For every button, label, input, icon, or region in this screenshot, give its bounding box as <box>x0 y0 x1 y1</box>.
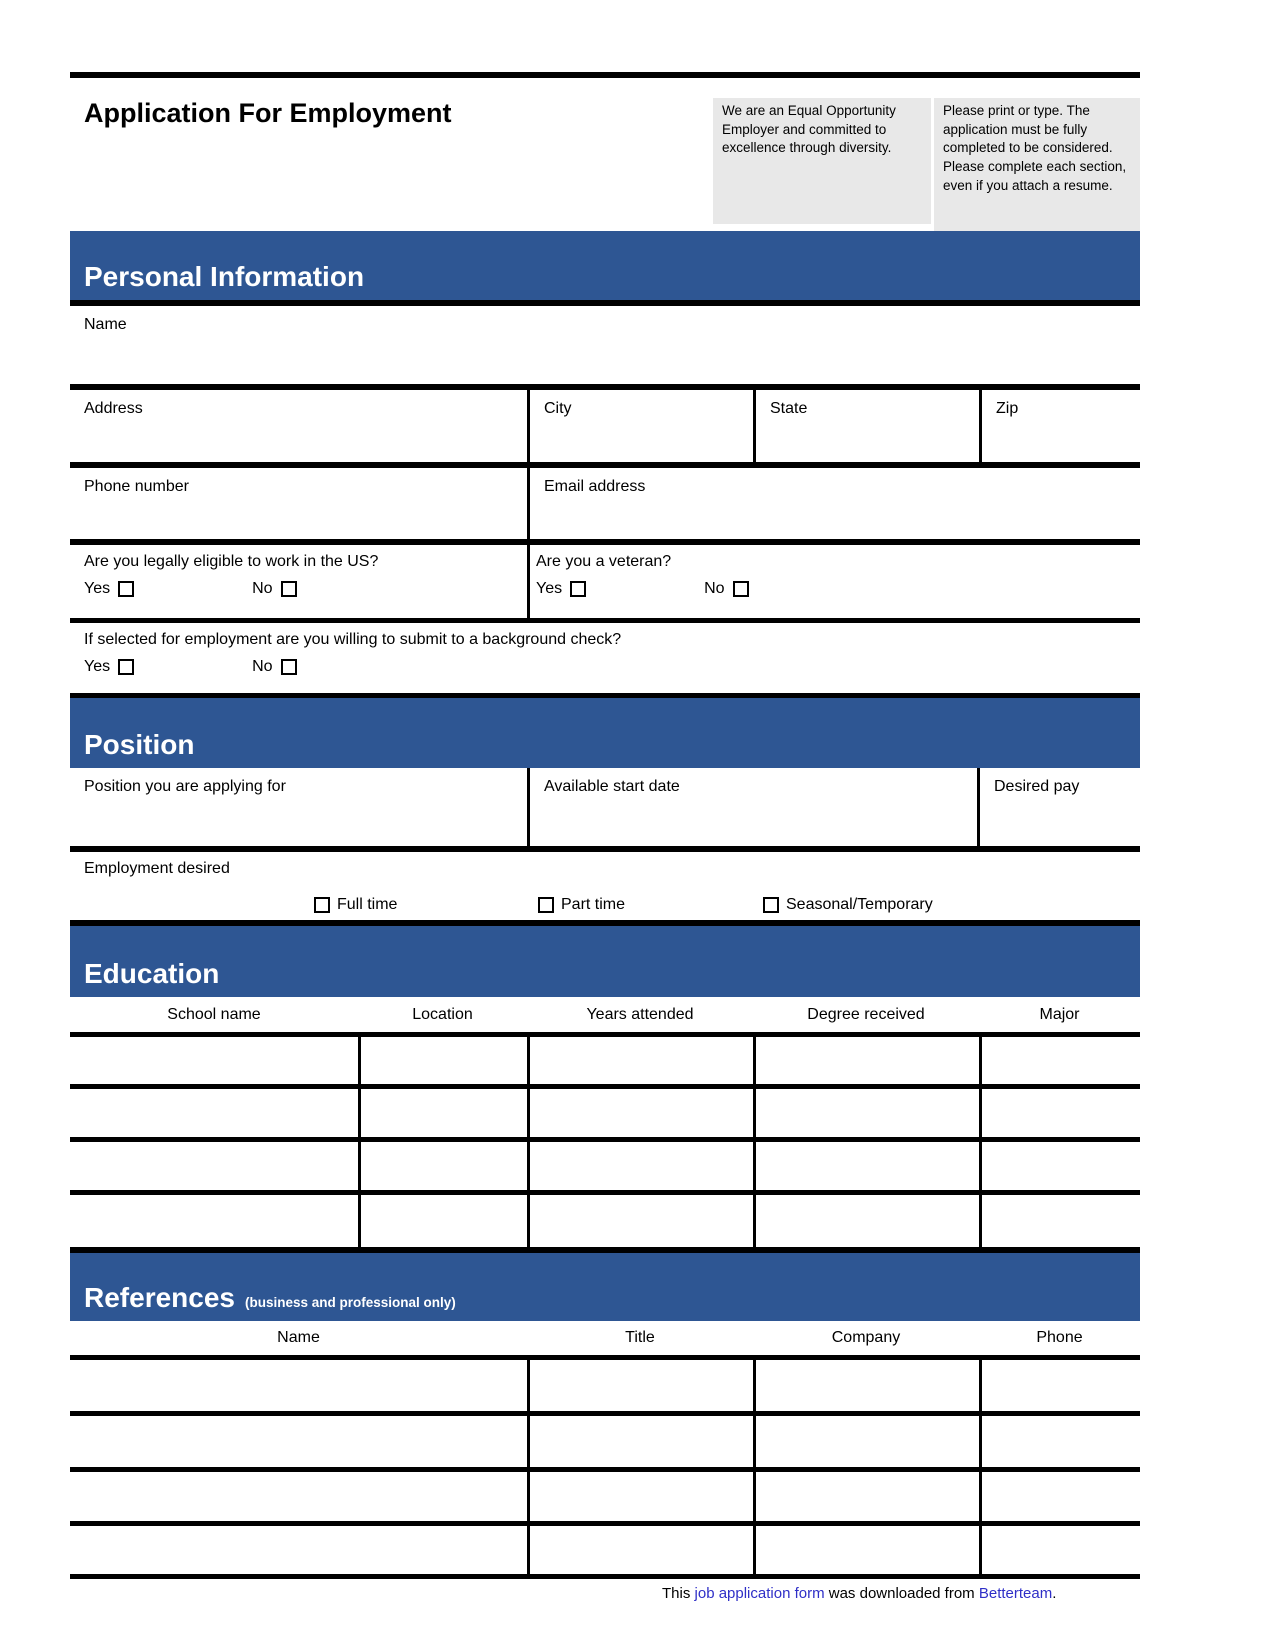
name-field[interactable] <box>70 306 1140 384</box>
reference-cell[interactable] <box>753 1360 979 1411</box>
page-title: Application For Employment <box>84 98 452 128</box>
reference-row <box>70 1472 1140 1526</box>
betterteam-link[interactable]: Betterteam <box>978 1585 1053 1602</box>
address-field[interactable] <box>70 390 527 462</box>
eligible-no-checkbox[interactable] <box>281 581 297 597</box>
section-title: Personal Information <box>84 261 365 292</box>
education-table-header <box>70 997 1140 1032</box>
education-cell[interactable] <box>70 1142 358 1190</box>
veteran-yes-checkbox[interactable] <box>570 581 586 597</box>
yes-label: Yes <box>84 658 111 675</box>
section-header-position <box>70 698 1140 768</box>
eligible-yes-checkbox[interactable] <box>118 581 134 597</box>
reference-cell[interactable] <box>527 1416 753 1467</box>
education-cell[interactable] <box>979 1089 1140 1137</box>
eligible-question-group <box>70 545 527 618</box>
full-time-checkbox[interactable] <box>314 897 330 913</box>
state-label: State <box>770 400 808 417</box>
yes-label: Yes <box>536 580 563 597</box>
references-table-header <box>70 1321 1140 1355</box>
background-yes-checkbox[interactable] <box>118 659 134 675</box>
education-row <box>70 1142 1140 1195</box>
top-divider <box>70 72 1140 78</box>
seasonal-temporary-checkbox[interactable] <box>763 897 779 913</box>
column-header-years-attended: Years attended <box>586 1005 694 1023</box>
part-time-option <box>538 896 625 914</box>
background-yes-no-group <box>84 658 1140 676</box>
education-row <box>70 1195 1140 1247</box>
footer-text: was downloaded from <box>824 1585 979 1602</box>
veteran-question-group <box>527 545 1140 618</box>
city-label: City <box>544 400 572 417</box>
city-field[interactable] <box>527 390 753 462</box>
reference-cell[interactable] <box>753 1472 979 1521</box>
address-label: Address <box>84 400 143 417</box>
education-cell[interactable] <box>358 1195 527 1247</box>
reference-cell[interactable] <box>753 1416 979 1467</box>
full-time-option <box>314 896 397 914</box>
job-application-form-link[interactable]: job application form <box>694 1585 825 1602</box>
education-cell[interactable] <box>70 1089 358 1137</box>
no-label: No <box>252 580 273 597</box>
footer-text: This <box>662 1585 695 1602</box>
reference-row <box>70 1416 1140 1472</box>
section-header-personal-information <box>70 231 1140 300</box>
background-question-group <box>70 623 1140 693</box>
seasonal-temporary-label: Seasonal/Temporary <box>786 896 933 913</box>
education-cell[interactable] <box>358 1037 527 1084</box>
divider <box>70 1574 1140 1579</box>
reference-cell[interactable] <box>979 1526 1140 1574</box>
education-cell[interactable] <box>527 1142 753 1190</box>
veteran-yes-no-group <box>536 580 1140 598</box>
full-time-label: Full time <box>337 896 398 913</box>
education-cell[interactable] <box>527 1195 753 1247</box>
reference-cell[interactable] <box>979 1472 1140 1521</box>
reference-cell[interactable] <box>70 1416 527 1467</box>
section-title: Education <box>84 958 220 989</box>
reference-cell[interactable] <box>979 1416 1140 1467</box>
employment-desired-group <box>70 852 1140 920</box>
section-title: Position <box>84 729 195 760</box>
start-date-field[interactable] <box>527 768 977 846</box>
column-header-location: Location <box>412 1005 473 1023</box>
email-label: Email address <box>544 478 646 495</box>
column-header-degree-received: Degree received <box>807 1005 925 1023</box>
reference-cell[interactable] <box>527 1360 753 1411</box>
position-applying-field[interactable] <box>70 768 527 846</box>
column-header-major: Major <box>1039 1005 1080 1023</box>
part-time-label: Part time <box>561 896 626 913</box>
state-field[interactable] <box>753 390 979 462</box>
footer-attribution <box>662 1585 1056 1602</box>
education-cell[interactable] <box>527 1037 753 1084</box>
reference-cell[interactable] <box>70 1360 527 1411</box>
seasonal-temporary-option <box>763 896 933 914</box>
background-question: If selected for employment are you willing to submit to a background check? <box>84 631 622 648</box>
no-label: No <box>252 658 273 675</box>
section-header-references <box>70 1253 1140 1321</box>
education-cell[interactable] <box>979 1195 1140 1247</box>
footer-text: . <box>1052 1585 1057 1602</box>
section-header-education <box>70 926 1140 997</box>
column-header-school-name: School name <box>167 1005 261 1023</box>
veteran-question: Are you a veteran? <box>536 553 672 570</box>
education-cell[interactable] <box>753 1037 979 1084</box>
reference-cell[interactable] <box>70 1526 527 1574</box>
column-header-company: Company <box>831 1329 901 1346</box>
employment-desired-label: Employment desired <box>84 860 230 877</box>
phone-label: Phone number <box>84 478 189 495</box>
column-header-phone: Phone <box>1036 1329 1083 1346</box>
column-header-name: Name <box>277 1329 320 1346</box>
education-cell[interactable] <box>70 1195 358 1247</box>
yes-label: Yes <box>84 580 111 597</box>
reference-cell[interactable] <box>70 1472 527 1521</box>
reference-cell[interactable] <box>979 1360 1140 1411</box>
education-cell[interactable] <box>753 1142 979 1190</box>
eeo-notice: We are an Equal Opportunity Employer and committed to excellence through diversity. <box>713 98 931 224</box>
email-field[interactable] <box>527 468 1140 539</box>
part-time-checkbox[interactable] <box>538 897 554 913</box>
column-header-title: Title <box>625 1329 655 1346</box>
zip-field[interactable] <box>979 390 1140 462</box>
eligible-question: Are you legally eligible to work in the US? <box>84 553 379 570</box>
education-cell[interactable] <box>358 1089 527 1137</box>
education-cell[interactable] <box>753 1195 979 1247</box>
education-cell[interactable] <box>979 1037 1140 1084</box>
desired-pay-field[interactable] <box>977 768 1140 846</box>
education-cell[interactable] <box>753 1089 979 1137</box>
education-row <box>70 1037 1140 1089</box>
desired-pay-label: Desired pay <box>994 778 1080 795</box>
education-cell[interactable] <box>70 1037 358 1084</box>
print-notice: Please print or type. The application must be fully completed to be considered. Please complete each section, even if you attach a resume. <box>934 98 1140 231</box>
reference-row <box>70 1526 1140 1574</box>
reference-cell[interactable] <box>527 1472 753 1521</box>
background-no-checkbox[interactable] <box>281 659 297 675</box>
zip-label: Zip <box>996 400 1019 417</box>
education-row <box>70 1089 1140 1142</box>
no-label: No <box>704 580 725 597</box>
eligible-yes-no-group <box>84 580 527 598</box>
reference-cell[interactable] <box>527 1526 753 1574</box>
position-applying-label: Position you are applying for <box>84 778 286 795</box>
section-subtitle: (business and professional only) <box>244 1295 456 1310</box>
veteran-no-checkbox[interactable] <box>733 581 749 597</box>
reference-cell[interactable] <box>753 1526 979 1574</box>
start-date-label: Available start date <box>544 778 680 795</box>
phone-field[interactable] <box>70 468 527 539</box>
education-cell[interactable] <box>527 1089 753 1137</box>
education-cell[interactable] <box>358 1142 527 1190</box>
education-cell[interactable] <box>979 1142 1140 1190</box>
section-title: References <box>84 1282 235 1313</box>
reference-row <box>70 1360 1140 1416</box>
form-header <box>70 98 1140 231</box>
name-label: Name <box>84 316 127 333</box>
